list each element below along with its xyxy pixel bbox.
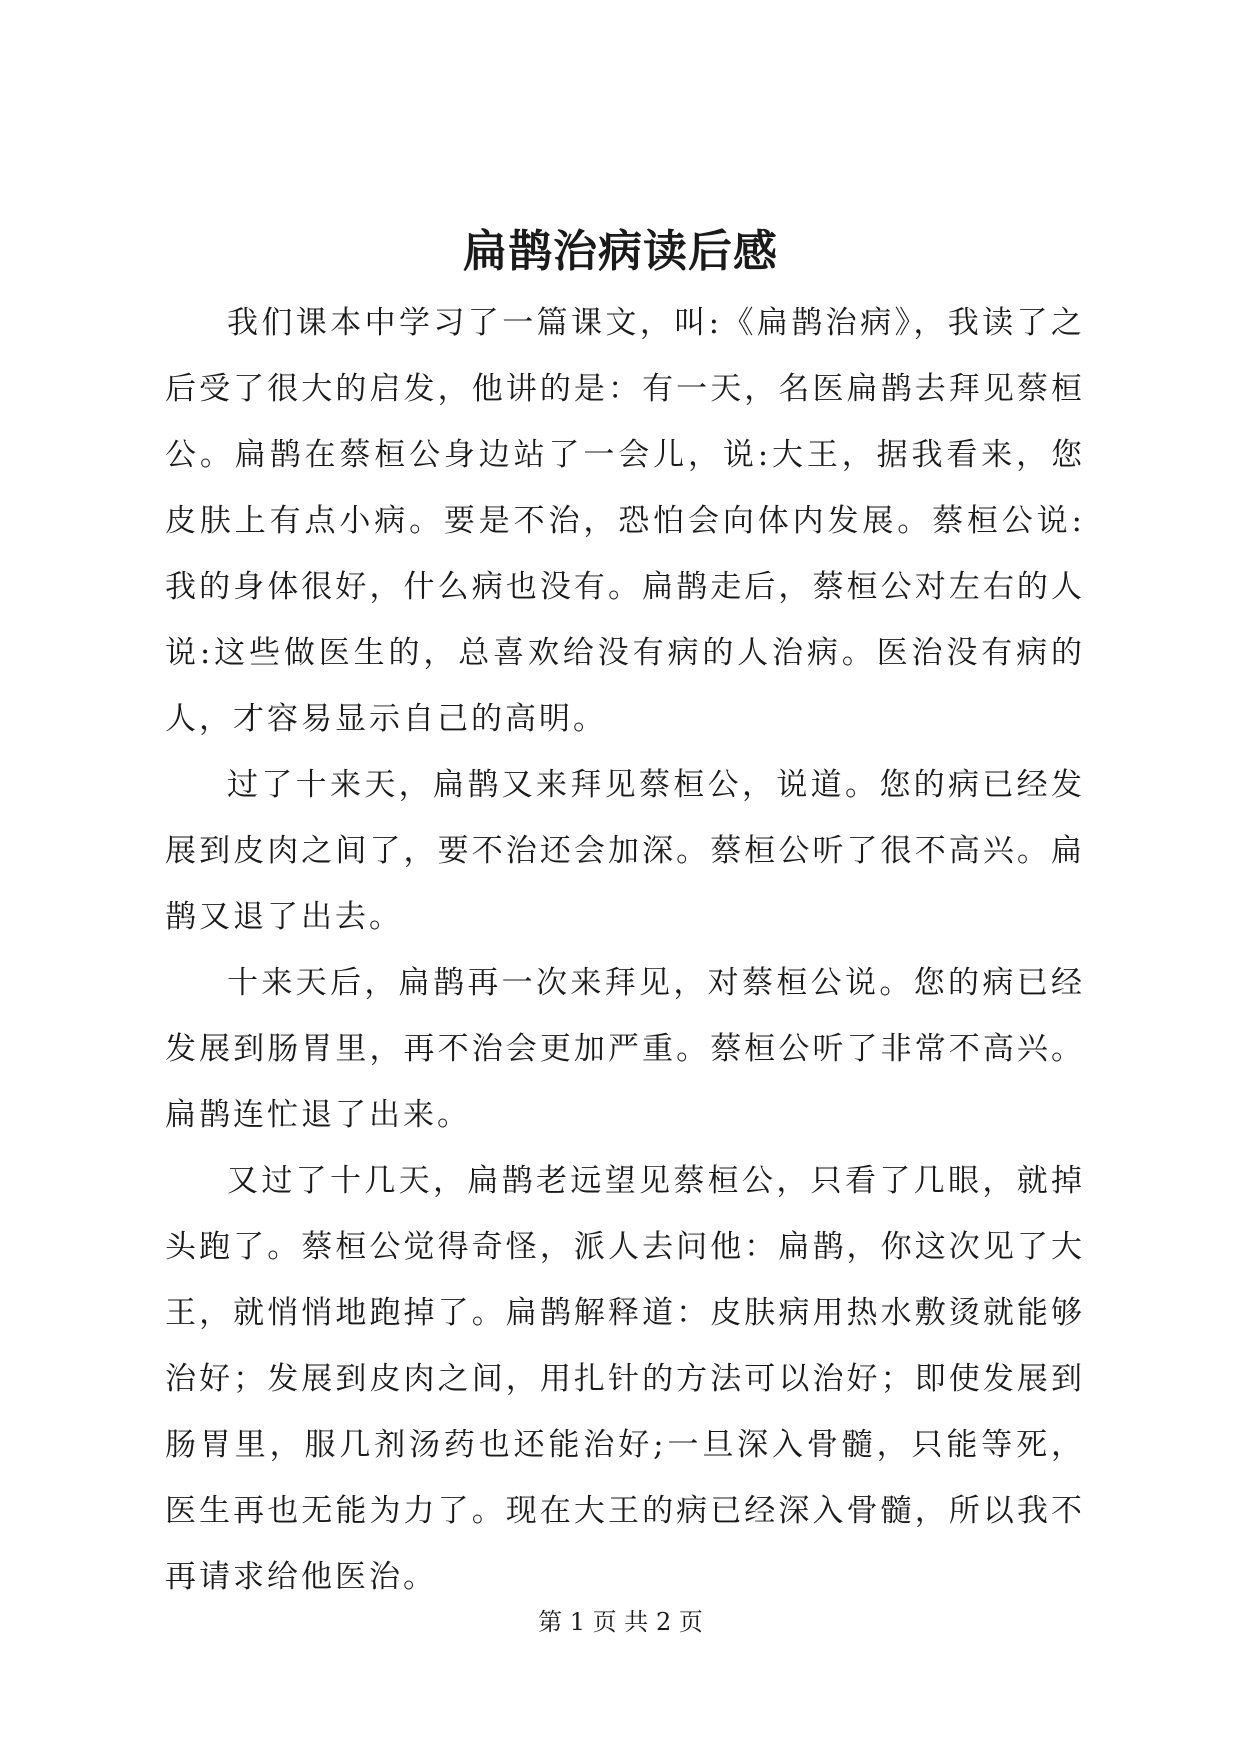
document-title: 扁鹊治病读后感 [463, 226, 778, 277]
paragraph-2: 过了十来天，扁鹊又来拜见蔡桓公，说道。您的病已经发展到皮肉之间了，要不治还会加深。蔡桓公听了很不高兴。扁鹊又退了出去。 [165, 767, 1085, 935]
paragraph-4: 又过了十几天，扁鹊老远望见蔡桓公，只看了几眼，就掉头跑了。蔡桓公觉得奇怪，派人去问他：扁鹊，你这次见了大王，就悄悄地跑掉了。扁鹊解释道：皮肤病用热水敷烫就能够治好；发展到皮肉之间，用扎针的方法可以治好；即使发展到肠胃里，服几剂汤药也还能治好;一旦深入骨髓，只能等死，医生再也无能为力了。现在大王的病已经深入骨髓，所以我不再请求给他医治。 [165, 1163, 1085, 1595]
paragraph-3: 十来天后，扁鹊再一次来拜见，对蔡桓公说。您的病已经发展到肠胃里，再不治会更加严重。蔡桓公听了非常不高兴。扁鹊连忙退了出来。 [165, 965, 1085, 1133]
page-footer [0, 1606, 1241, 1638]
page-number-indicator: 第 1 页 共 2 页 [538, 1608, 703, 1636]
document-body [165, 290, 1085, 1610]
paragraph-1: 我们课本中学习了一篇课文，叫:《扁鹊治病》，我读了之后受了很大的启发，他讲的是：有一天，名医扁鹊去拜见蔡桓公。扁鹊在蔡桓公身边站了一会儿，说:大王，据我看来，您皮肤上有点小病。要是不治，恐怕会向体内发展。蔡桓公说:我的身体很好，什么病也没有。扁鹊走后，蔡桓公对左右的人说:这些做医生的，总喜欢给没有病的人治病。医治没有病的人，才容易显示自己的高明。 [165, 305, 1085, 737]
